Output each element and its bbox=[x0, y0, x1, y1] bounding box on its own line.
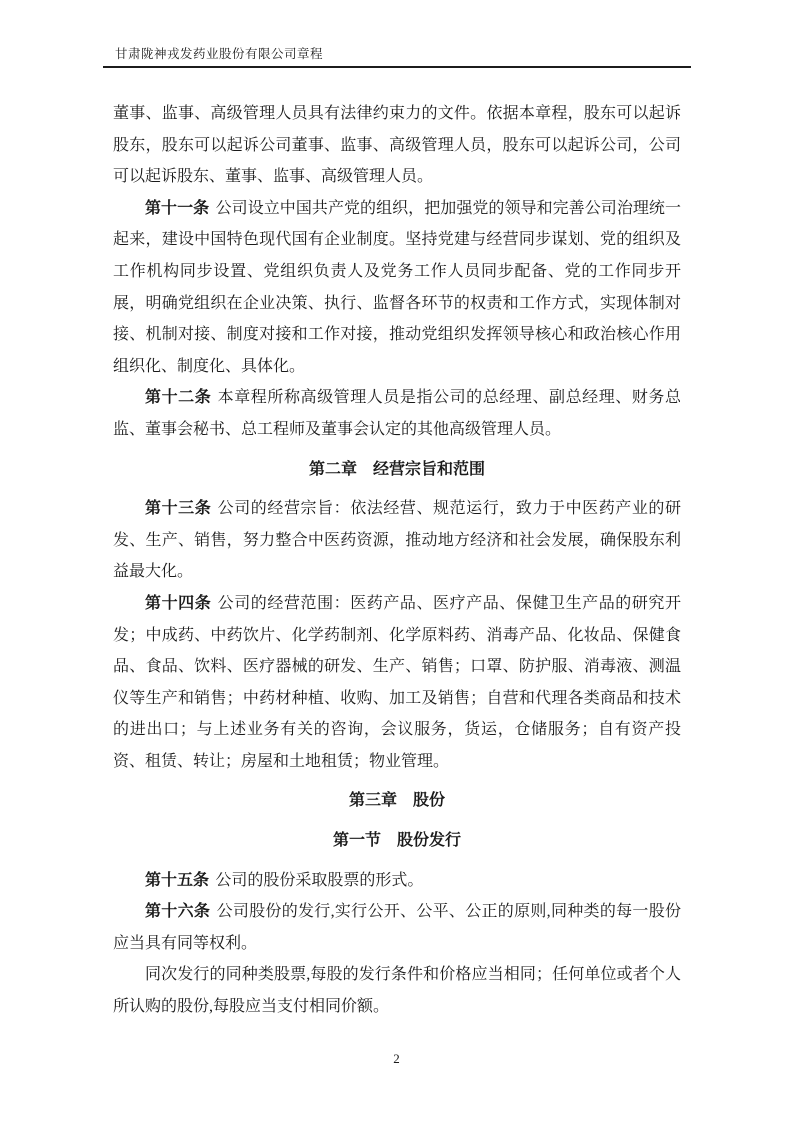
article-13 bbox=[113, 493, 681, 588]
page-number: 2 bbox=[393, 1051, 400, 1066]
chapter-2-heading: 第二章 经营宗旨和范围 bbox=[308, 460, 485, 478]
header-title: 甘肃陇神戎发药业股份有限公司章程 bbox=[115, 47, 324, 61]
article-14 bbox=[113, 588, 681, 778]
article-14-text: 公司的经营范围：医药产品、医疗产品、保健卫生产品的研究开发；中成药、中药饮片、化学药制剂、化学原料药、消毒产品、化妆品、保健食品、食品、饮料、医疗器械的研发、生产、销售；口罩、防护服、消毒液、测温仪等生产和销售；中药材种植、收购、加工及销售；自营和代理各类商品和技术的进出口；与上述业务有关的咨询，会议服务，货运，仓储服务；自有资产投资、租赁、转让；房屋和土地租赁；物业管理。 bbox=[113, 594, 681, 770]
page-header bbox=[103, 0, 691, 68]
article-12 bbox=[113, 382, 681, 445]
paragraph-continuation: 董事、监事、高级管理人员具有法律约束力的文件。依据本章程，股东可以起诉股东，股东可以起诉公司董事、监事、高级管理人员，股东可以起诉公司，公司可以起诉股东、董事、监事、高级管理人员。 bbox=[113, 105, 681, 186]
section-1-heading: 第一节 股份发行 bbox=[332, 832, 461, 850]
article-14-number: 第十四条 bbox=[145, 594, 212, 612]
article-12-number: 第十二条 bbox=[145, 389, 212, 407]
article-15 bbox=[113, 865, 681, 897]
article-16-number: 第十六条 bbox=[145, 903, 211, 921]
article-12-text: 本章程所称高级管理人员是指公司的总经理、副总经理、财务总监、董事会秘书、总工程师及董事会认定的其他高级管理人员。 bbox=[113, 389, 681, 438]
article-13-number: 第十三条 bbox=[145, 500, 212, 518]
article-11-text: 公司设立中国共产党的组织，把加强党的领导和完善公司治理统一起来，建设中国特色现代国有企业制度。坚持党建与经营同步谋划、党的组织及工作机构同步设置、党组织负责人及党务工作人员同步配备、党的工作同步开展，明确党组织在企业决策、执行、监督各环节的权责和工作方式，实现体制对接、机制对接、制度对接和工作对接，推动党组织发挥领导核心和政治核心作用组织化、制度化、具体化。 bbox=[113, 199, 681, 375]
page-footer bbox=[0, 1050, 793, 1068]
article-16-paragraph-2: 同次发行的同种类股票,每股的发行条件和价格应当相同；任何单位或者个人所认购的股份,每股应当支付相同价额。 bbox=[113, 966, 681, 1016]
article-11 bbox=[113, 193, 681, 383]
article-16-text: 公司股份的发行,实行公开、公平、公正的原则,同种类的每一股份应当具有同等权利。 bbox=[113, 903, 681, 952]
article-15-number: 第十五条 bbox=[145, 871, 210, 889]
article-16 bbox=[113, 896, 681, 959]
article-13-text: 公司的经营宗旨：依法经营、规范运行，致力于中医药产业的研发、生产、销售，努力整合中医药资源，推动地方经济和社会发展，确保股东利益最大化。 bbox=[113, 500, 681, 581]
article-15-text: 公司的股份采取股票的形式。 bbox=[215, 871, 424, 889]
article-11-number: 第十一条 bbox=[145, 199, 210, 217]
document-body bbox=[113, 68, 681, 1023]
chapter-3-heading: 第三章 股份 bbox=[348, 792, 445, 810]
